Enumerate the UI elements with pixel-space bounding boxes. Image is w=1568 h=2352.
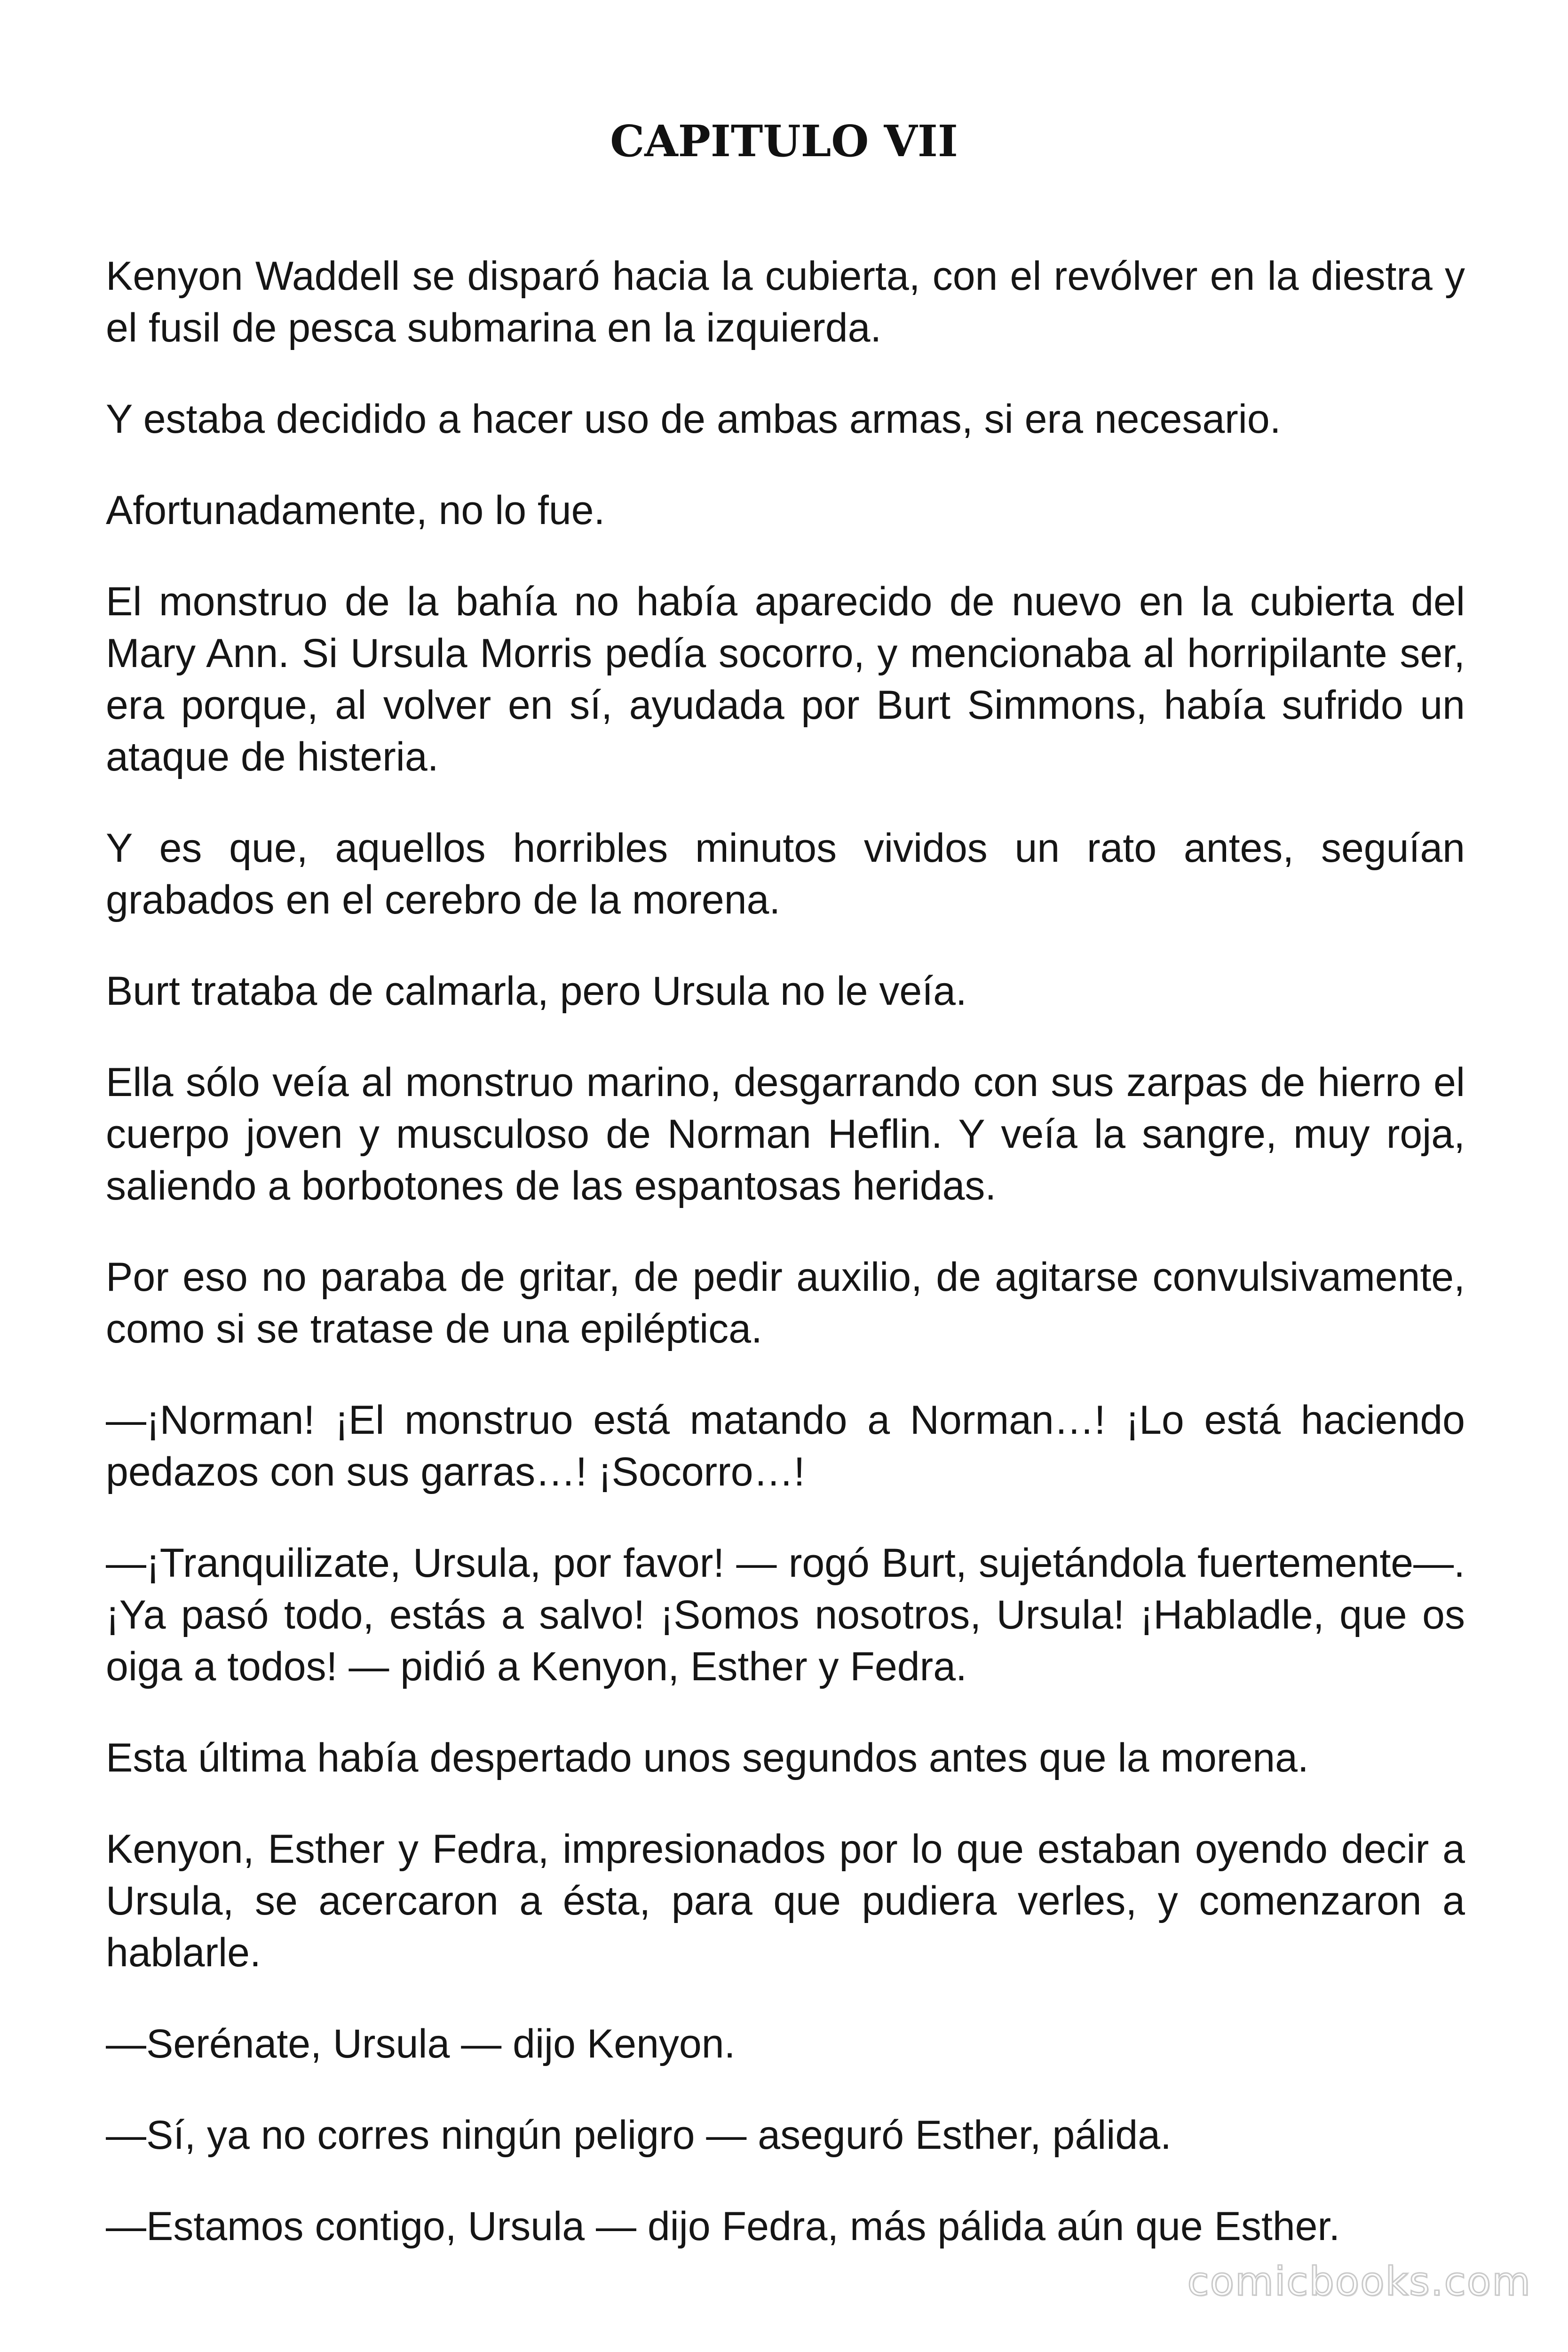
dialogue-paragraph: —¡Tranquilizate, Ursula, por favor! — rogó Burt, sujetándola fuertemente—. ¡Ya pasó todo, estás a salvo! ¡Somos nosotros, Ursula! ¡Habladle, que os oiga a todos! — pidió a Kenyon, Esther y Fedra. <box>106 1541 1465 1689</box>
dialogue-paragraph: —Estamos contigo, Ursula — dijo Fedra, más pálida aún que Esther. <box>106 2204 1340 2249</box>
paragraph: Por eso no paraba de gritar, de pedir auxilio, de agitarse convulsivamente, como si se tratase de una epiléptica. <box>106 1255 1465 1351</box>
paragraph: Ella sólo veía al monstruo marino, desgarrando con sus zarpas de hierro el cuerpo joven y musculoso de Norman Heflin. Y veía la sangre, muy roja, saliendo a borbotones de las espantosas heridas. <box>106 1060 1465 1208</box>
chapter-text <box>106 250 1465 2292</box>
dialogue-paragraph: —Sí, ya no corres ningún peligro — aseguró Esther, pálida. <box>106 2113 1172 2158</box>
watermark-text: comicbooks.com <box>1187 2258 1531 2304</box>
paragraph: Burt trataba de calmarla, pero Ursula no le veía. <box>106 969 967 1014</box>
paragraph: Esta última había despertado unos segundos antes que la morena. <box>106 1735 1309 1780</box>
paragraph: Afortunadamente, no lo fue. <box>106 488 605 533</box>
dialogue-paragraph: —¡Norman! ¡El monstruo está matando a Norman…! ¡Lo está haciendo pedazos con sus garras…! ¡Socorro…! <box>106 1398 1465 1494</box>
paragraph: Y estaba decidido a hacer uso de ambas armas, si era necesario. <box>106 397 1281 442</box>
dialogue-paragraph: —Serénate, Ursula — dijo Kenyon. <box>106 2021 736 2066</box>
paragraph: Y es que, aquellos horribles minutos vividos un rato antes, seguían grabados en el cerebro de la morena. <box>106 826 1465 922</box>
paragraph: Kenyon, Esther y Fedra, impresionados por lo que estaban oyendo decir a Ursula, se acercaron a ésta, para que pudiera verles, y comenzaron a hablarle. <box>106 1827 1465 1975</box>
chapter-title: CAPITULO VII <box>610 116 958 167</box>
paragraph: Kenyon Waddell se disparó hacia la cubierta, con el revólver en la diestra y el fusil de pesca submarina en la izquierda. <box>106 254 1465 350</box>
paragraph: El monstruo de la bahía no había aparecido de nuevo en la cubierta del Mary Ann. Si Ursula Morris pedía socorro, y mencionaba al horripilante ser, era porque, al volver en sí, ayudada por Burt Simmons, había sufrido un ataque de histeria. <box>106 579 1465 779</box>
